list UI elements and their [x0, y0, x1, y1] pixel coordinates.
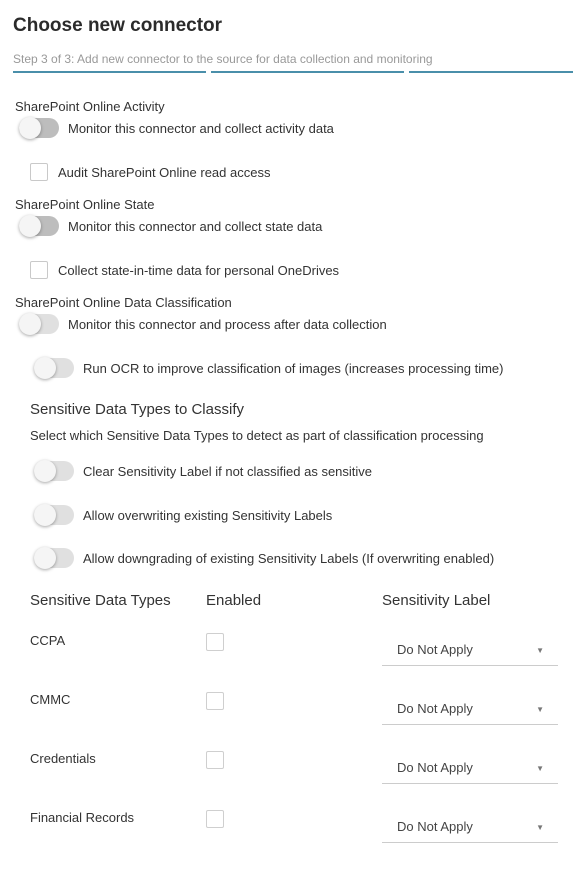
state-section-title: SharePoint Online State — [15, 197, 155, 212]
table-row-enabled-checkbox[interactable] — [206, 633, 224, 651]
column-header-type: Sensitive Data Types — [30, 592, 171, 609]
table-row-name: CMMC — [30, 692, 71, 707]
ocr-label: Run OCR to improve classification of images (increases processing time) — [83, 360, 504, 376]
personal-onedrive-label: Collect state-in-time data for personal OneDrives — [58, 262, 340, 278]
table-row-label-select[interactable] — [382, 813, 558, 843]
select-value: Do Not Apply — [397, 819, 473, 834]
page-title: Choose new connector — [13, 15, 223, 36]
clear-label-text: Clear Sensitivity Label if not classified as sensitive — [83, 463, 373, 479]
caret-down-icon: ▼ — [536, 764, 544, 773]
audit-read-label: Audit SharePoint Online read access — [58, 164, 271, 180]
caret-down-icon: ▼ — [536, 646, 544, 655]
toggle-knob — [34, 547, 56, 569]
toggle-knob — [34, 357, 56, 379]
state-monitor-label: Monitor this connector and collect state data — [68, 218, 323, 234]
classification-section-title: SharePoint Online Data Classification — [15, 295, 232, 310]
step-description: Step 3 of 3: Add new connector to the source for data collection and monitoring — [13, 52, 433, 66]
downgrade-label: Allow downgrading of existing Sensitivity Labels (If overwriting enabled) — [83, 550, 495, 566]
toggle-knob — [19, 215, 41, 237]
state-monitor-toggle[interactable] — [19, 216, 59, 236]
overwrite-toggle[interactable] — [34, 505, 74, 525]
activity-monitor-row[interactable] — [19, 118, 334, 138]
classification-monitor-label: Monitor this connector and process after data collection — [68, 316, 387, 332]
activity-monitor-label: Monitor this connector and collect activity data — [68, 120, 334, 136]
activity-section-title: SharePoint Online Activity — [15, 99, 165, 114]
table-row-enabled-checkbox[interactable] — [206, 810, 224, 828]
toggle-knob — [34, 504, 56, 526]
audit-read-row[interactable] — [30, 163, 270, 181]
table-row-name: Financial Records — [30, 810, 135, 825]
table-row-name: CCPA — [30, 633, 66, 648]
caret-down-icon: ▼ — [536, 823, 544, 832]
column-header-label: Sensitivity Label — [382, 592, 491, 609]
audit-read-checkbox[interactable] — [30, 163, 48, 181]
downgrade-toggle[interactable] — [34, 548, 74, 568]
sensitive-heading: Sensitive Data Types to Classify — [30, 401, 244, 418]
downgrade-row[interactable] — [34, 548, 494, 568]
personal-onedrive-checkbox[interactable] — [30, 261, 48, 279]
table-row-label-select[interactable] — [382, 636, 558, 666]
column-header-enabled: Enabled — [206, 592, 262, 609]
toggle-knob — [19, 117, 41, 139]
table-row-name: Credentials — [30, 751, 96, 766]
clear-label-row[interactable] — [34, 461, 372, 481]
toggle-knob — [34, 460, 56, 482]
activity-monitor-toggle[interactable] — [19, 118, 59, 138]
step-3-bar — [409, 71, 573, 73]
classification-monitor-row[interactable] — [19, 314, 387, 334]
personal-onedrive-row[interactable] — [30, 261, 339, 279]
state-monitor-row[interactable] — [19, 216, 322, 236]
table-row-label-select[interactable] — [382, 695, 558, 725]
select-value: Do Not Apply — [397, 760, 473, 775]
table-row-enabled-checkbox[interactable] — [206, 751, 224, 769]
table-row-enabled-checkbox[interactable] — [206, 692, 224, 710]
caret-down-icon: ▼ — [536, 705, 544, 714]
ocr-row[interactable] — [34, 358, 504, 378]
step-2-bar — [211, 71, 404, 73]
ocr-toggle[interactable] — [34, 358, 74, 378]
overwrite-row[interactable] — [34, 505, 332, 525]
overwrite-label: Allow overwriting existing Sensitivity Labels — [83, 507, 333, 523]
step-1-bar — [13, 71, 206, 73]
clear-label-toggle[interactable] — [34, 461, 74, 481]
sensitive-description: Select which Sensitive Data Types to detect as part of classification processing — [30, 428, 484, 443]
classification-monitor-toggle[interactable] — [19, 314, 59, 334]
select-value: Do Not Apply — [397, 701, 473, 716]
toggle-knob — [19, 313, 41, 335]
table-row-label-select[interactable] — [382, 754, 558, 784]
select-value: Do Not Apply — [397, 642, 473, 657]
